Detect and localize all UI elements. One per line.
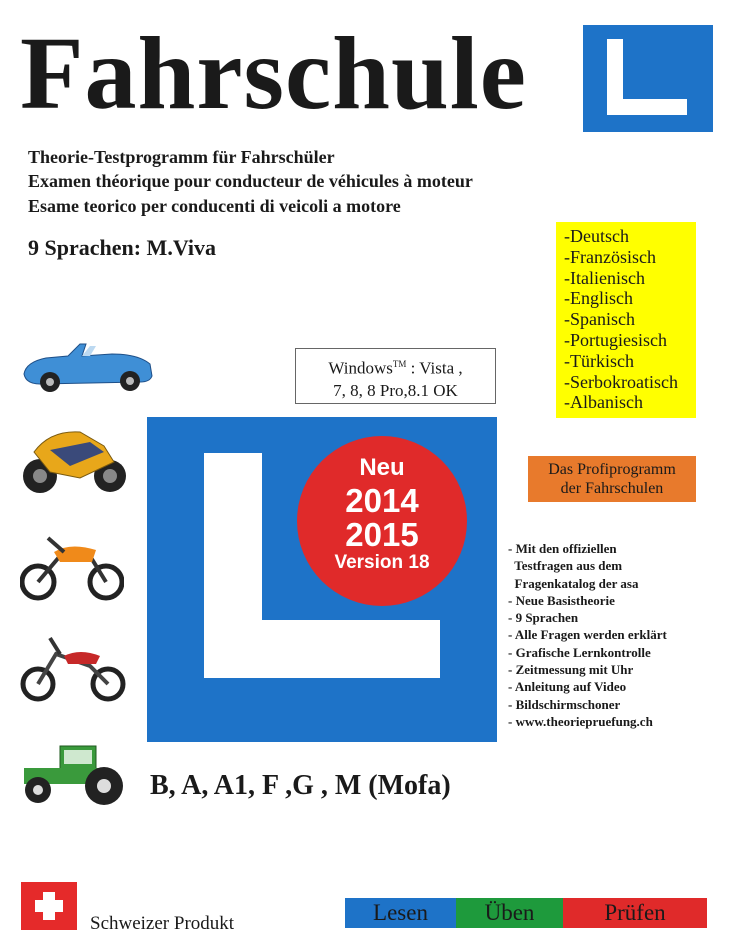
os-versions-a: : Vista , [406,358,463,378]
feature-item: - Grafische Lernkontrolle [508,644,651,660]
os-versions-b: 7, 8, 8 Pro,8.1 OK [333,380,458,400]
language-item: -Albanisch [564,392,643,413]
convertible-car-icon [20,336,154,396]
profi-line-2: der Fahrschulen [560,480,664,497]
ueben-segment: Üben [456,898,563,928]
badge-version: Version 18 [334,552,430,573]
license-categories: B, A, A1, F ,G , M (Mofa) [150,770,451,801]
learner-l-logo [583,25,713,132]
profi-line-1: Das Profiprogramm [548,461,676,478]
subtitle-italian: Esame teorico per conducenti di veicoli a motore [28,196,401,216]
language-item: -Italienisch [564,267,645,288]
feature-item: - Mit den offiziellen [508,541,617,556]
badge-year-2: 2015 [345,516,419,553]
language-item: -Französisch [564,246,656,267]
subtitle-french: Examen théorique pour conducteur de véhicules à moteur [28,171,473,191]
version-badge [297,436,467,606]
feature-item: Fragenkatalog der asa [508,575,639,591]
subtitle-german: Theorie-Testprogramm für Fahrschüler [28,147,335,167]
pruefen-segment: Prüfen [563,898,707,928]
os-compatibility-box [295,348,496,404]
tractor-icon [20,740,128,806]
trademark-mark: TM [392,359,407,369]
feature-list [508,540,728,730]
sport-motorcycle-icon [20,422,130,496]
feature-item: - www.theoriepruefung.ch [508,713,653,729]
swiss-product-label: Schweizer Produkt [90,913,235,934]
language-item: -Spanisch [564,309,635,330]
language-item: -Deutsch [564,226,629,246]
feature-item: - 9 Sprachen [508,610,579,626]
badge-new: Neu [359,454,405,481]
feature-item: - Neue Basistheorie [508,592,615,608]
page-title: Fahrschule [20,16,527,131]
language-item: -Serbokroatisch [564,371,678,392]
lesen-segment: Lesen [345,898,456,928]
profi-label [528,456,696,502]
language-item: -Türkisch [564,350,634,371]
feature-item: Testfragen aus dem [508,558,623,574]
badge-year-1: 2014 [345,482,419,519]
feature-item: - Bildschirmschoner [508,696,621,712]
moped-icon [20,626,128,704]
language-item: -Englisch [564,288,633,309]
feature-item: - Anleitung auf Video [508,679,627,695]
feature-item: - Alle Fragen werden erklärt [508,627,667,643]
languages-count: 9 Sprachen: M.Viva [28,235,217,260]
language-list-box [556,222,696,418]
enduro-motorcycle-icon [20,522,124,602]
feature-item: - Zeitmessung mit Uhr [508,662,634,678]
language-item: -Portugiesisch [564,329,667,350]
os-name: Windows [328,358,393,378]
swiss-flag-icon [21,882,77,930]
